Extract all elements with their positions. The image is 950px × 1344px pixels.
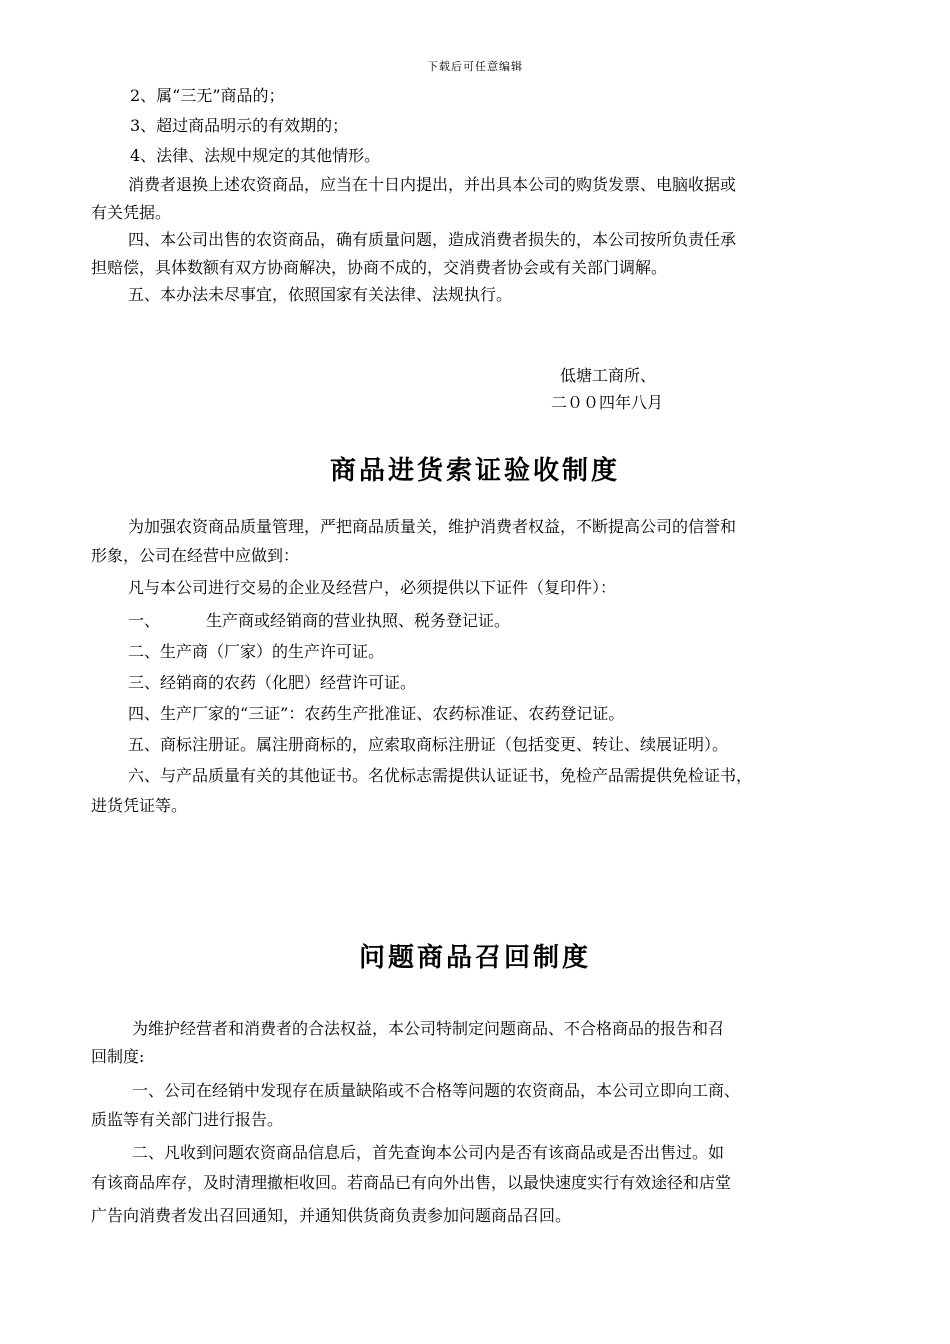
recall-item-2-line-1: 二、凡收到问题农资商品信息后，首先查询本公司内是否有该商品或是否出售过。如 <box>132 1143 725 1162</box>
cert-item-2: 二、生产商（厂家）的生产许可证。 <box>128 642 385 661</box>
cert-item-3: 三、经销商的农药（化肥）经营许可证。 <box>128 673 417 692</box>
header-note: 下载后可任意编辑 <box>427 60 523 73</box>
paragraph-liability-line-2: 担赔偿，具体数额有双方协商解决，协商不成的，交消费者协会或有关部门调解。 <box>91 258 668 277</box>
cert-item-5: 五、商标注册证。属注册商标的，应索取商标注册证（包括变更、转让、续展证明）。 <box>128 735 729 754</box>
paragraph-final-clause: 五、本办法未尽事宜，依照国家有关法律、法规执行。 <box>128 285 513 304</box>
paragraph-return-line-2: 有关凭据。 <box>91 203 172 222</box>
paragraph-return-line-1: 消费者退换上述农资商品，应当在十日内提出，并出具本公司的购货发票、电脑收据或 <box>128 175 737 194</box>
section-title-procurement: 商品进货索证验收制度 <box>329 456 620 486</box>
paragraph-intro-line-1: 为加强农资商品质量管理，严把商品质量关，维护消费者权益，不断提高公司的信誉和 <box>128 517 737 536</box>
list-item-3: 3、超过商品明示的有效期的； <box>130 116 349 135</box>
recall-intro-line-2: 回制度: <box>91 1047 145 1066</box>
cert-item-4: 四、生产厂家的“三证”：农药生产批准证、农药标准证、农药登记证。 <box>128 704 625 723</box>
recall-item-1-line-1: 一、公司在经销中发现存在质量缺陷或不合格等问题的农资商品，本公司立即向工商、 <box>132 1081 741 1100</box>
recall-item-2-line-3: 广告向消费者发出召回通知，并通知供货商负责参加问题商品召回。 <box>91 1206 572 1225</box>
signature-org: 低塘工商所、 <box>560 366 657 385</box>
section-title-recall: 问题商品召回制度 <box>358 943 591 973</box>
cert-item-6-line-2: 进货凭证等。 <box>91 796 188 815</box>
paragraph-liability-line-1: 四、本公司出售的农资商品，确有质量问题，造成消费者损失的，本公司按所负责任承 <box>128 230 737 249</box>
recall-intro-line-1: 为维护经营者和消费者的合法权益，本公司特制定问题商品、不合格商品的报告和召 <box>132 1019 725 1038</box>
signature-date: 二００四年八月 <box>551 393 664 412</box>
list-item-2: 2、属“三无”商品的； <box>130 86 285 105</box>
list-item-4: 4、法律、法规中规定的其他情形。 <box>130 146 381 165</box>
cert-item-6-line-1: 六、与产品质量有关的其他证书。名优标志需提供认证证书，免检产品需提供免检证书， <box>128 766 753 785</box>
recall-item-1-line-2: 质监等有关部门进行报告。 <box>91 1110 284 1129</box>
cert-item-1-number: 一、 <box>128 611 161 630</box>
paragraph-requirement: 凡与本公司进行交易的企业及经营户，必须提供以下证件（复印件）： <box>128 578 617 597</box>
cert-item-1-text: 生产商或经销商的营业执照、税务登记证。 <box>206 611 511 630</box>
paragraph-intro-line-2: 形象，公司在经营中应做到： <box>91 546 300 565</box>
recall-item-2-line-2: 有该商品库存，及时清理撤柜收回。若商品已有向外出售，以最快速度实行有效途径和店堂 <box>91 1173 732 1192</box>
